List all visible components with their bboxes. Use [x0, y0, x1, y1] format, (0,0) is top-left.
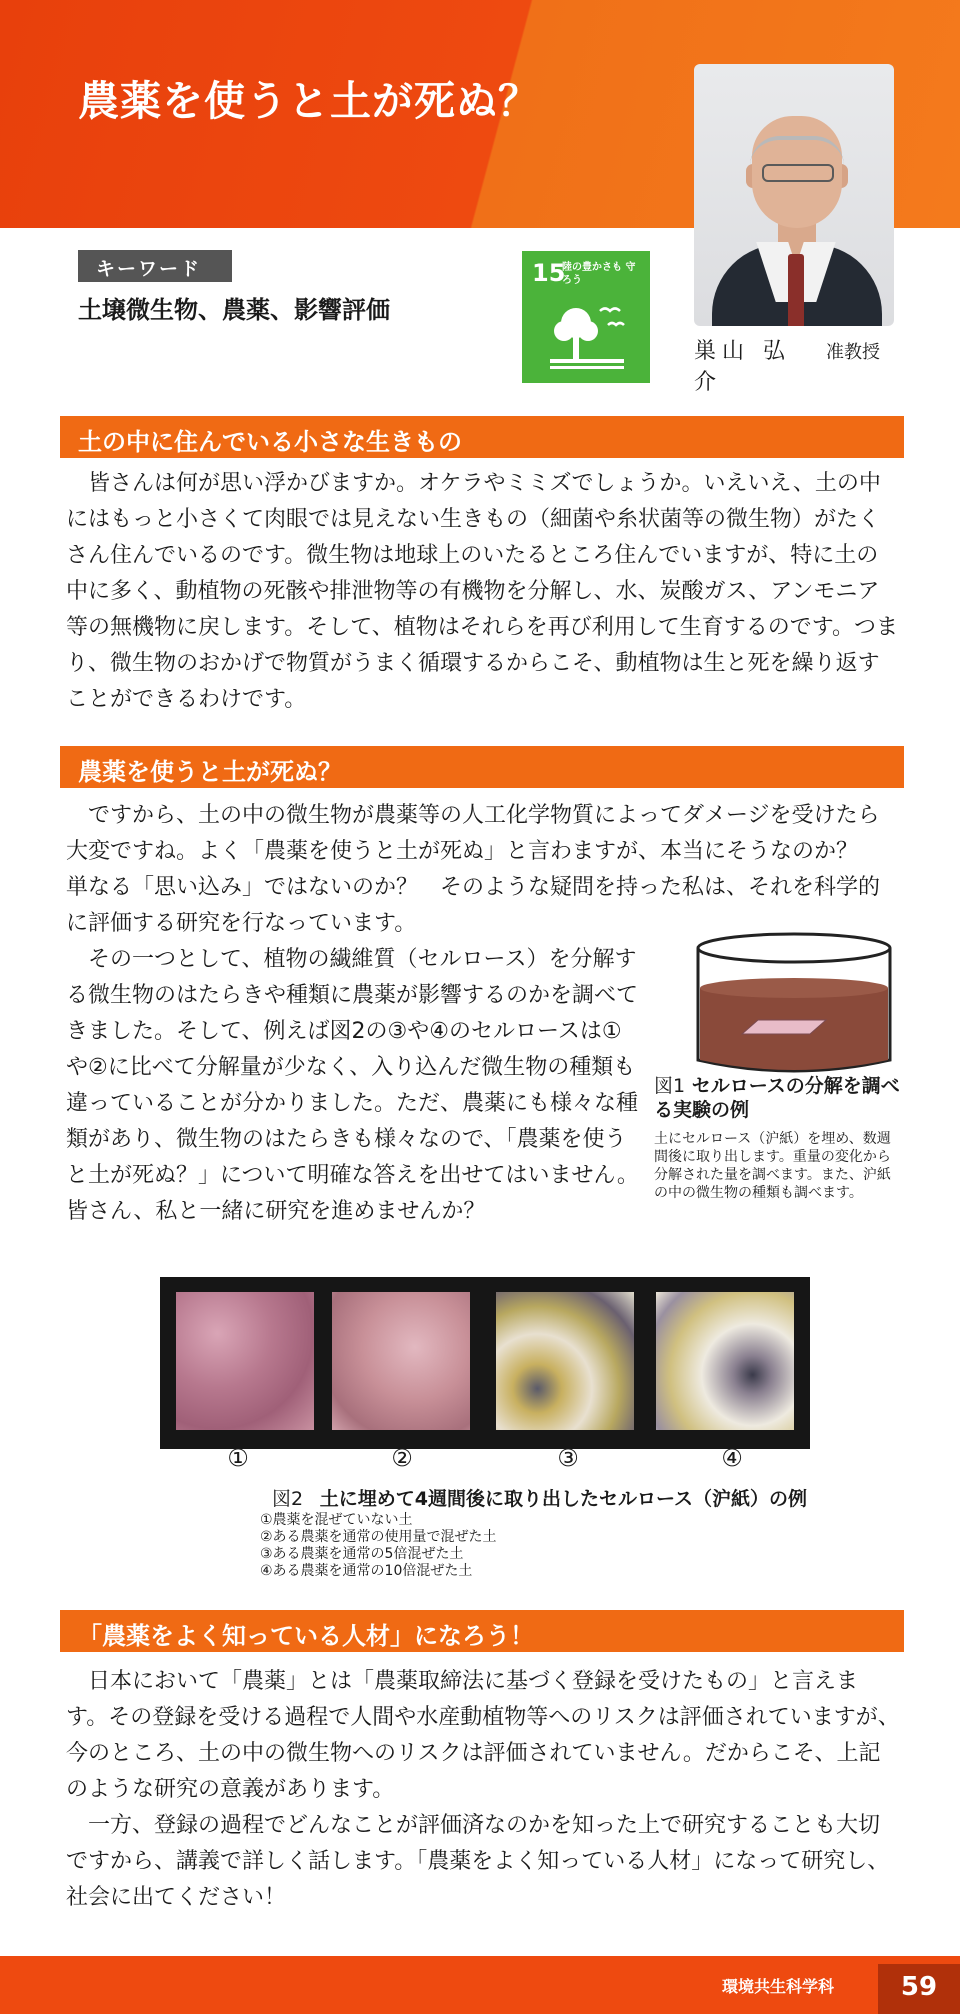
author-title: 准教授	[826, 342, 880, 363]
sample-photo-4	[656, 1292, 794, 1430]
footer-bar	[0, 1956, 960, 2014]
sample-label-3: ③	[557, 1444, 579, 1472]
sdg-text: 陸の豊かさも 守ろう	[562, 262, 636, 286]
paragraph: 皆さんは何が思い浮かびますか。オケラやミミズでしょうか。いえいえ、土の中にはもっと小さくて肉眼では見えない生きもの（細菌や糸状菌等の微生物）がたくさん住んでいるのです。微生物は地球上のいたるところ住んでいますが、特に土の中に多く、動植物の死骸や排泄物等の有機物を分解し、水、炭酸ガス、アンモニア等の無機物に戻します。そして、植物はそれらを再び利用して生育するのです。つまり、微生物のおかげで物質がうまく循環するからこそ、動植物は生と死を繰り返すことができるわけです。	[66, 471, 899, 712]
tree-bird-icon	[522, 251, 650, 383]
section-2-body	[66, 942, 642, 1230]
sdg-15-icon	[522, 251, 650, 383]
sample-label-4: ④	[721, 1444, 743, 1472]
sample-photo-1	[176, 1292, 314, 1430]
paragraph: ですから、土の中の微生物が農薬等の人工化学物質によってダメージを受けたら大変ですね。よく「農薬を使うと土が死ぬ」と言わますが、本当にそうなのか？ 単なる「思い込み」ではないのか？ そのような疑問を持った私は、それを科学的に評価する研究を行なっています。	[66, 803, 881, 936]
figure-2-note: ④ある農薬を通常の10倍混ぜた土	[260, 1563, 473, 1579]
sdg-number: 15	[532, 259, 566, 287]
figure-2-notes	[260, 1512, 497, 1580]
paragraph: 日本において「農薬」とは「農薬取締法に基づく登録を受けたもの」と言えます。その登録を受ける過程で人間や水産動植物等へのリスクは評価されていますが、今のところ、土の中の微生物へのリスクは評価されていません。だからこそ、上記のような研究の意義があります。	[66, 1669, 900, 1802]
paragraph: その一つとして、植物の繊維質（セルロース）を分解する微生物のはたらきや種類に農薬が影響するのかを調べてきました。そして、例えば図2の③や④のセルロースは①や②に比べて分解量が少なく、入り込んだ微生物の種類も違っていることが分かりました。ただ、農薬にも様々な種類があり、微生物のはたらきも様々なので、「農薬を使うと土が死ぬ？」について明確な答えを出せてはいません。皆さん、私と一緒に研究を進めませんか？	[66, 947, 639, 1224]
author-name: 巣山 弘介	[694, 339, 791, 395]
figure-2-note: ①農薬を混ぜていない土	[260, 1512, 413, 1528]
author-photo	[694, 64, 894, 326]
section-heading-1: 土の中に住んでいる小さな生きもの	[60, 416, 904, 458]
paragraph: 一方、登録の過程でどんなことが評価済なのかを知った上で研究することも大切ですから、講義で詳しく話します。「農薬をよく知っている人材」になって研究し、社会に出てください！	[66, 1813, 890, 1910]
keyword-label: キーワード	[78, 250, 232, 282]
figure-2-note: ③ある農薬を通常の5倍混ぜた土	[260, 1546, 464, 1562]
figure-1-note: 土にセルロース（沪紙）を埋め、数週間後に取り出します。重量の変化から分解された量を調べます。また、沪紙の中の微生物の種類も調べます。	[654, 1131, 891, 1201]
figure-1-title: セルロースの分解を調べる実験の例	[654, 1075, 900, 1121]
section-heading-3: 「農薬をよく知っている人材」になろう！	[60, 1610, 904, 1652]
department-name: 環境共生科学科	[722, 1977, 835, 1996]
keywords: 土壌微生物、農薬、影響評価	[78, 296, 390, 324]
page-number: 59	[878, 1964, 960, 2014]
figure-2-title: 土に埋めて4週間後に取り出したセルロース（沪紙）の例	[319, 1488, 807, 1510]
figure-1-caption	[654, 1074, 904, 1122]
figure-2-number: 図2	[272, 1488, 304, 1510]
section-heading-2: 農薬を使うと土が死ぬ？	[60, 746, 904, 788]
section-3-body	[66, 1664, 900, 1916]
figure-1-number: 図1	[654, 1075, 686, 1097]
section-1-body	[66, 466, 900, 718]
sample-label-1: ①	[227, 1444, 249, 1472]
beaker-figure	[692, 930, 896, 1080]
page-title: 農薬を使うと土が死ぬ？	[78, 77, 540, 125]
sample-label-2: ②	[391, 1444, 413, 1472]
figure-2-note: ②ある農薬を通常の使用量で混ぜた土	[260, 1529, 497, 1545]
sample-photo-3	[496, 1292, 634, 1430]
section-2-intro	[66, 798, 900, 942]
sample-photo-2	[332, 1292, 470, 1430]
figure-2-caption	[272, 1484, 807, 1511]
